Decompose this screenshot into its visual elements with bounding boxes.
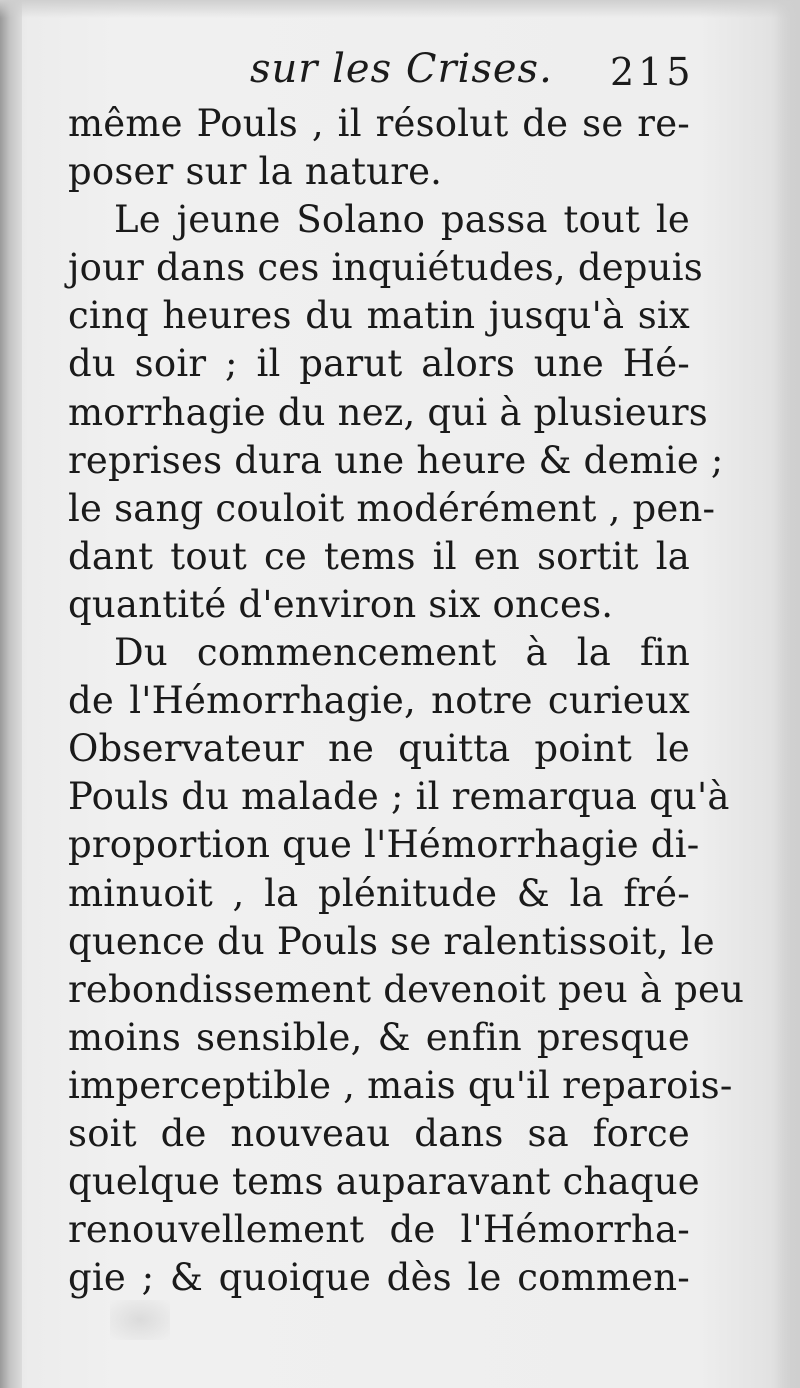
text-line: renouvellement de l'Hémorrha- bbox=[68, 1208, 690, 1252]
ink-smudge bbox=[110, 1300, 170, 1340]
text-line: quantité d'environ six onces. bbox=[68, 582, 614, 626]
text-line: imperceptible , mais qu'il reparois- bbox=[68, 1063, 733, 1107]
text-line: quence du Pouls se ralentissoit, le bbox=[68, 919, 715, 963]
page-header bbox=[0, 46, 800, 106]
text-line: de l'Hémorrhagie, notre curieux bbox=[68, 679, 690, 723]
body-text bbox=[68, 100, 745, 1302]
page-number: 215 bbox=[610, 50, 695, 94]
text-line: Pouls du malade ; il remarqua qu'à bbox=[68, 775, 730, 819]
text-line: poser sur la nature. bbox=[68, 150, 443, 194]
page-gutter bbox=[0, 0, 22, 1388]
running-title: sur les Crises. bbox=[250, 46, 553, 92]
page-edge bbox=[776, 0, 800, 1388]
text-line: le sang couloit modérément , pen- bbox=[68, 486, 716, 530]
text-line: quelque tems auparavant chaque bbox=[68, 1160, 700, 1204]
text-line: reprises dura une heure & demie ; bbox=[68, 438, 724, 482]
text-line: dant tout ce tems il en sortit la bbox=[68, 534, 690, 578]
text-line: soit de nouveau dans sa force bbox=[68, 1111, 690, 1155]
text-line: rebondissement devenoit peu à peu bbox=[68, 967, 745, 1011]
page-top-shade bbox=[0, 0, 800, 18]
text-line: morrhagie du nez, qui à plusieurs bbox=[68, 390, 708, 434]
text-line: Observateur ne quitta point le bbox=[68, 727, 690, 771]
text-line: proportion que l'Hémorrhagie di- bbox=[68, 823, 700, 867]
text-line: moins sensible, & enfin presque bbox=[68, 1015, 690, 1059]
text-line: cinq heures du matin jusqu'à six bbox=[68, 294, 690, 338]
text-line: Du commencement à la fin bbox=[114, 631, 690, 675]
text-line: jour dans ces inquiétudes, depuis bbox=[68, 246, 703, 290]
text-line: minuoit , la plénitude & la fré- bbox=[68, 871, 690, 915]
text-line: même Pouls , il résolut de se re- bbox=[68, 102, 690, 145]
text-line: du soir ; il parut alors une Hé- bbox=[68, 342, 690, 386]
text-line: Le jeune Solano passa tout le bbox=[114, 198, 690, 242]
text-line: gie ; & quoique dès le commen- bbox=[68, 1256, 690, 1300]
